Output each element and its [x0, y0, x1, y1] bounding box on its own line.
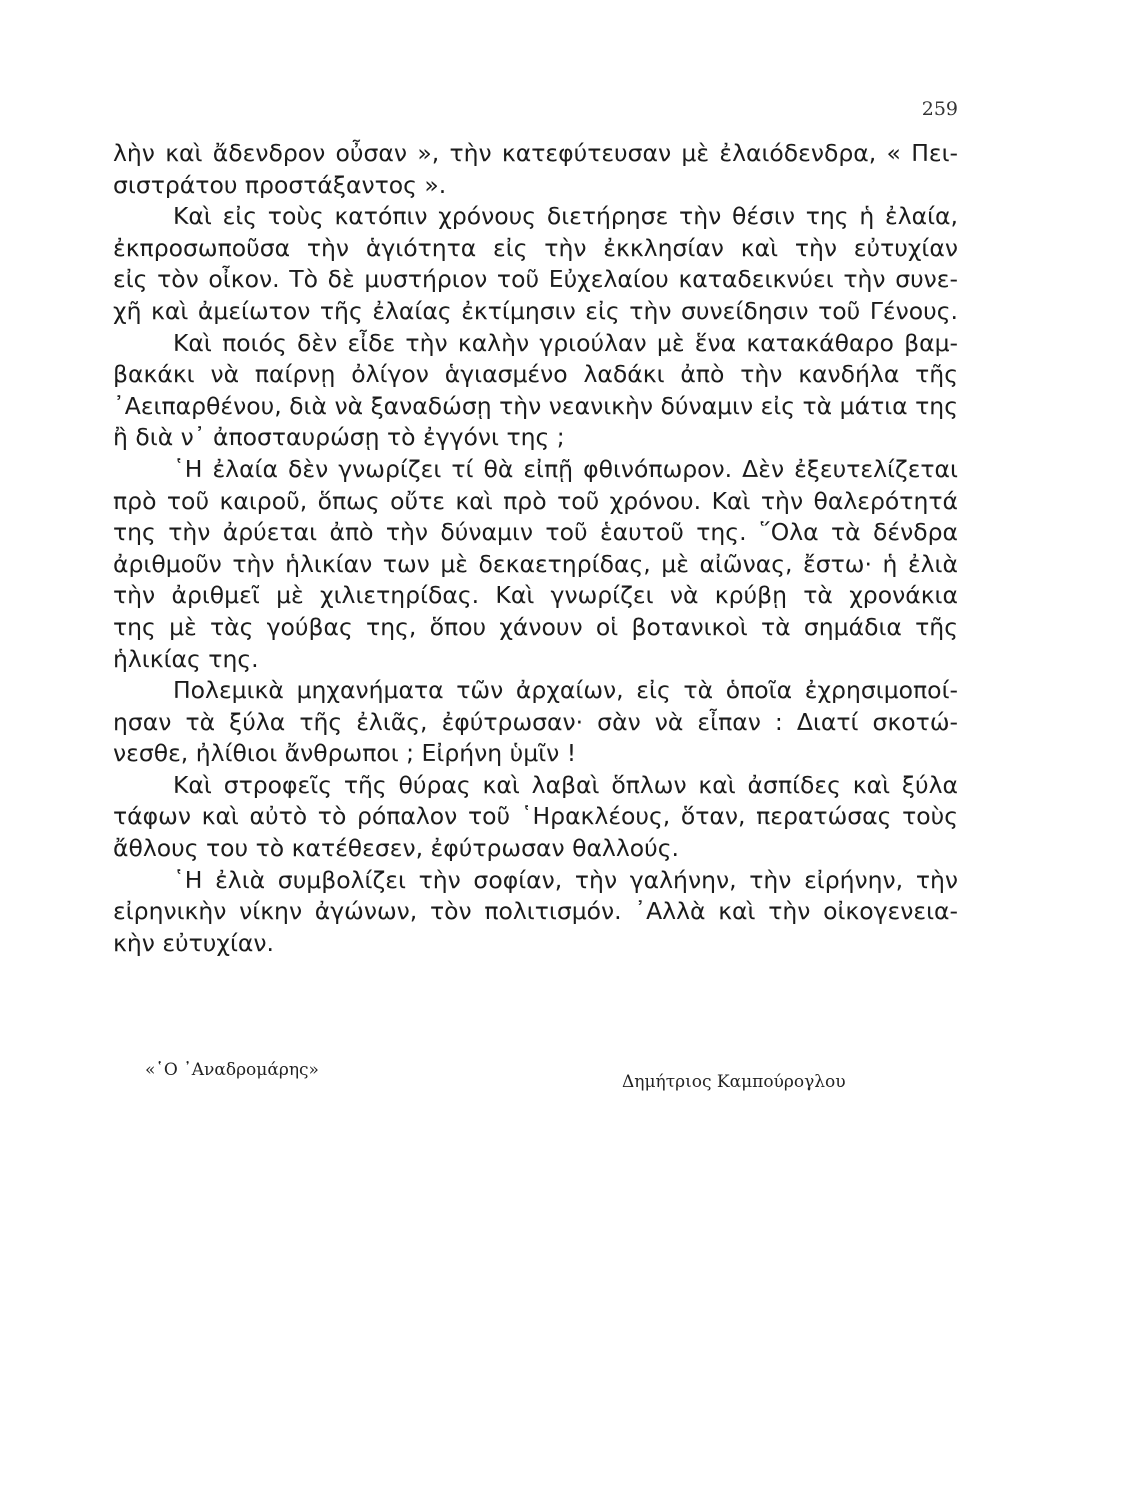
text-line: εἰς τὸν οἶκον. Τὸ δὲ μυστήριον τοῦ Εὐχελαίου καταδεικνύει τὴν συνε-: [113, 265, 958, 294]
text-line: ἀριθμοῦν τὴν ἡλικίαν των μὲ δεκαετηρίδας, μὲ αἰῶνας, ἔστω· ἡ ἐλιὰ: [113, 549, 958, 578]
paragraph-4: [113, 454, 958, 675]
text-line: ᾿Αειπαρθένου, διὰ νὰ ξαναδώσῃ τὴν νεανικὴν δύναμιν εἰς τὰ μάτια της: [113, 391, 958, 420]
text-line: βακάκι νὰ παίρνῃ ὀλίγον ἁγιασμένο λαδάκι ἀπὸ τὴν κανδήλα τῆς: [113, 360, 958, 389]
text-line: ἄθλους του τὸ κατέθεσεν, ἐφύτρωσαν θαλλούς.: [113, 834, 679, 863]
text-line: ἢ διὰ ν᾿ ἀποσταυρώσῃ τὸ ἐγγόνι της ;: [113, 423, 565, 452]
text-line: τὴν ἀριθμεῖ μὲ χιλιετηρίδας. Καὶ γνωρίζει νὰ κρύβῃ τὰ χρονάκια: [113, 581, 958, 610]
text-line: ῾Η ἐλιὰ συμβολίζει τὴν σοφίαν, τὴν γαλήνην, τὴν εἰρήνην, τὴν: [173, 865, 958, 894]
text-line: Καὶ εἰς τοὺς κατόπιν χρόνους διετήρησε τὴν θέσιν της ἡ ἐλαία,: [173, 202, 958, 231]
paragraph-1: [113, 138, 958, 201]
paragraph-2: [113, 201, 958, 327]
page-number: 259: [921, 98, 958, 120]
paragraph-5: [113, 675, 958, 770]
text-line: Καὶ στροφεῖς τῆς θύρας καὶ λαβαὶ ὅπλων καὶ ἀσπίδες καὶ ξύλα: [173, 770, 958, 799]
text-line: νεσθε, ἠλίθιοι ἄνθρωποι ; Εἰρήνη ὑμῖν !: [113, 739, 577, 768]
text-line: λὴν καὶ ἄδενδρον οὖσαν », τὴν κατεφύτευσαν μὲ ἐλαιόδενδρα, « Πει-: [113, 139, 958, 167]
source-title: «῾Ο ᾿Αναδρομάρης»: [145, 1060, 319, 1080]
text-line: ἡλικίας της.: [113, 644, 259, 673]
paragraph-6: [113, 770, 958, 865]
text-line: πρὸ τοῦ καιροῦ, ὅπως οὔτε καὶ πρὸ τοῦ χρόνου. Καὶ τὴν θαλερότητά: [113, 486, 958, 515]
text-line: Πολεμικὰ μηχανήματα τῶν ἀρχαίων, εἰς τὰ ὁποῖα ἐχρησιμοποί-: [173, 676, 958, 705]
text-line: εἰρηνικὴν νίκην ἀγώνων, τὸν πολιτισμόν. ᾿Αλλὰ καὶ τὴν οἰκογενεια-: [113, 897, 958, 926]
text-line: Καὶ ποιός δὲν εἶδε τὴν καλὴν γριούλαν μὲ ἕνα κατακάθαρο βαμ-: [173, 328, 958, 357]
paragraph-7: [113, 865, 958, 960]
paragraph-3: [113, 328, 958, 454]
text-line: ησαν τὰ ξύλα τῆς ἐλιᾶς, ἐφύτρωσαν· σὰν νὰ εἶπαν : Διατί σκοτώ-: [113, 707, 958, 736]
text-line: της μὲ τὰς γούβας της, ὅπου χάνουν οἱ βοτανικοὶ τὰ σημάδια τῆς: [113, 612, 958, 641]
text-line: της τὴν ἀρύεται ἀπὸ τὴν δύναμιν τοῦ ἑαυτοῦ της. ῞Ολα τὰ δένδρα: [113, 518, 958, 547]
text-line: χῆ καὶ ἀμείωτον τῆς ἐλαίας ἐκτίμησιν εἰς τὴν συνείδησιν τοῦ Γένους.: [113, 296, 958, 325]
text-line: κὴν εὐτυχίαν.: [113, 928, 275, 957]
text-line: ῾Η ἐλαία δὲν γνωρίζει τί θὰ εἰπῇ φθινόπωρον. Δὲν ἐξευτελίζεται: [173, 454, 958, 483]
text-line: τάφων καὶ αὐτὸ τὸ ρόπαλον τοῦ ῾Ηρακλέους, ὅταν, περατώσας τοὺς: [113, 802, 958, 831]
text-line: σιστράτου προστάξαντος ».: [113, 170, 447, 199]
author-name: Δημήτριος Καμπούρογλου: [622, 1072, 846, 1092]
body-text: [113, 138, 958, 959]
text-line: ἐκπροσωποῦσα τὴν ἁγιότητα εἰς τὴν ἐκκλησίαν καὶ τὴν εὐτυχίαν: [113, 233, 958, 262]
